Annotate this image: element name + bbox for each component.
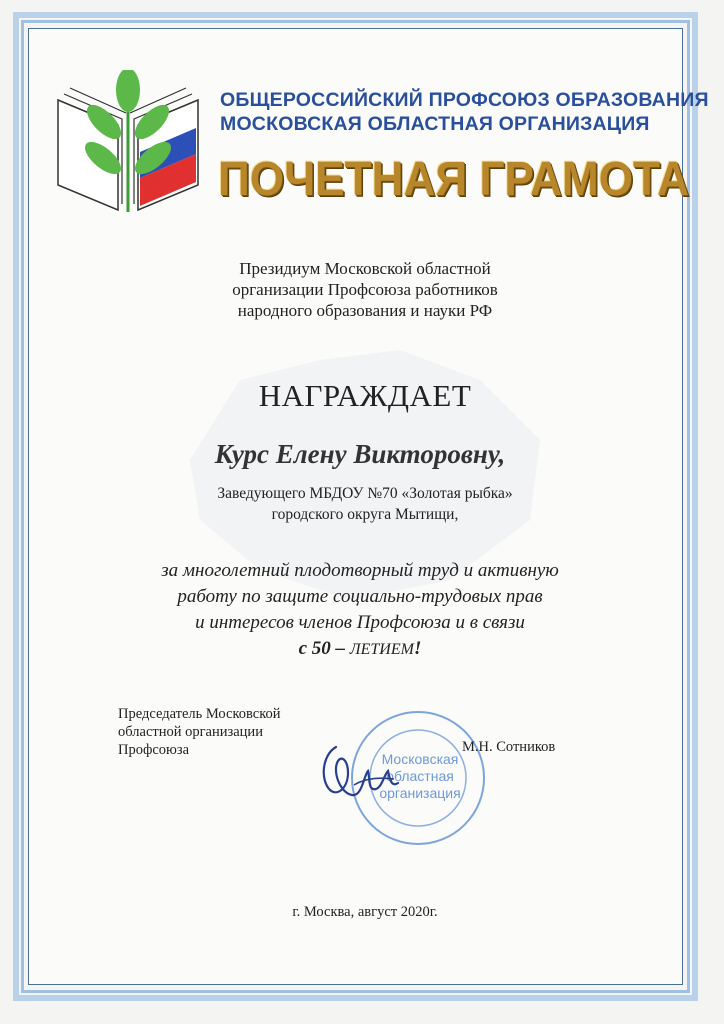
stamp-line-2: областная bbox=[386, 768, 454, 784]
reason-prefix: с 50 – bbox=[298, 638, 346, 659]
reason-line-3: и интересов членов Профсоюза и в связи bbox=[195, 612, 525, 633]
position-line-2: городского округа Мытищи, bbox=[271, 506, 459, 523]
signature-icon bbox=[318, 735, 403, 805]
place-date: г. Москва, август 2020г. bbox=[292, 904, 438, 920]
reason-end: ! bbox=[413, 638, 422, 659]
recipient-position bbox=[180, 483, 550, 525]
reason-line-2: работу по защите социально-трудовых прав bbox=[177, 586, 543, 607]
signatory-name: М.Н. Сотников bbox=[462, 739, 556, 755]
presidium-text bbox=[180, 258, 550, 321]
stamp-line-1: Московская bbox=[381, 751, 459, 767]
position-line-1: Заведующего МБДОУ №70 «Золотая рыбка» bbox=[217, 485, 513, 502]
recipient-name: Курс Елену Викторовну, bbox=[214, 439, 506, 469]
reason-line-1: за многолетний плодотворный труд и активную bbox=[161, 560, 559, 581]
organization-line-2: МОСКОВСКАЯ ОБЛАСТНАЯ ОРГАНИЗАЦИЯ bbox=[220, 113, 650, 135]
certificate-title: ПОЧЕТНАЯ ГРАМОТА bbox=[218, 153, 690, 206]
reason-jubilee: ЛЕТИЕМ bbox=[349, 641, 414, 658]
presidium-line-1: Президиум Московской областной bbox=[239, 259, 491, 278]
organization-line-1: ОБЩЕРОССИЙСКИЙ ПРОФСОЮЗ ОБРАЗОВАНИЯ bbox=[220, 89, 709, 111]
signatory-title-line-2: областной организации bbox=[118, 724, 263, 740]
award-reason bbox=[110, 558, 610, 663]
award-heading: НАГРАЖДАЕТ bbox=[258, 378, 472, 413]
signatory-title-line-1: Председатель Московской bbox=[118, 706, 281, 722]
presidium-line-3: народного образования и науки РФ bbox=[237, 301, 493, 320]
organization-header bbox=[220, 88, 709, 136]
stamp-line-3: организация bbox=[379, 785, 461, 801]
union-book-logo-icon bbox=[48, 70, 208, 220]
signatory-title bbox=[118, 705, 348, 759]
presidium-line-2: организации Профсоюза работников bbox=[232, 280, 498, 299]
signatory-title-line-3: Профсоюза bbox=[118, 742, 190, 758]
reason-line-4 bbox=[110, 636, 610, 663]
